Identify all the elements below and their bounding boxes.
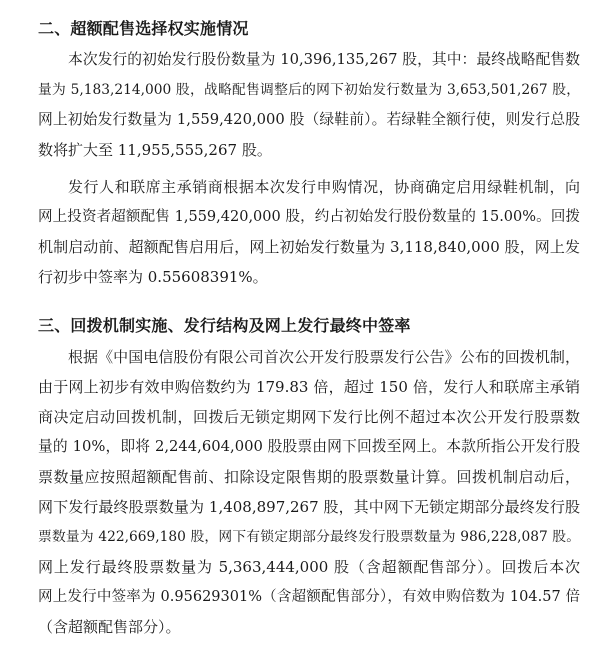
text-line: 行初步中签率为 0.55608391%。 [38,268,268,286]
text-line: 网下发行最终股票数量为 1,408,897,267 股，其中网下无锁定期部分最终发行股 [38,498,580,516]
text-line: 量为 5,183,214,000 股，战略配售调整后的网下初始发行数量为 3,653,501,267 股， [38,82,580,98]
text-line: 由于网上初步有效申购倍数约为 179.83 倍，超过 150 倍，发行人和联席主承销 [38,378,580,396]
text-line: 票数量应按照超额配售前、扣除设定限售期的股票数量计算。回拨机制启动后， [38,468,580,486]
section-heading: 二、超额配售选择权实施情况 [38,19,249,38]
text-line: 网上发行中签率为 0.95629301%（含超额配售部分），有效申购倍数为 104.57 倍 [38,589,580,605]
text-line: 本次发行的初始发行股份数量为 10,396,135,267 股，其中：最终战略配售数 [68,51,580,68]
text-line: 量的 10%，即将 2,244,604,000 股股票由网下回拨至网上。本款所指公开发行股 [38,438,580,455]
text-line: 商决定启动回拨机制，回拨后无锁定期网下发行比例不超过本次公开发行股票数 [38,408,580,426]
text-line: 根据《中国电信股份有限公司首次公开发行股票发行公告》公布的回拨机制， [68,348,580,366]
text-line: 网上初始发行数量为 1,559,420,000 股（绿鞋前）。若绿鞋全额行使，则发行总股 [38,111,580,128]
text-line: 机制启动前、超额配售启用后，网上初始发行数量为 3,118,840,000 股，网上发 [38,238,580,256]
text-line: 网上发行最终股票数量为 5,363,444,000 股（含超额配售部分）。回拨后本次 [38,558,580,576]
text-line: 票数量为 422,669,180 股，网下有锁定期部分最终发行股票数量为 986,228,087 股。 [38,529,580,545]
text-line: （含超额配售部分）。 [38,618,181,636]
section-heading: 三、回拨机制实施、发行结构及网上发行最终中签率 [38,316,411,335]
text-line: 发行人和联席主承销商根据本次发行申购情况，协商确定启用绿鞋机制，向 [68,178,580,196]
text-line: 网上投资者超额配售 1,559,420,000 股，约占初始发行股份数量的 15.00%。回拨 [38,209,580,225]
text-line: 数将扩大至 11,955,555,267 股。 [38,141,272,159]
